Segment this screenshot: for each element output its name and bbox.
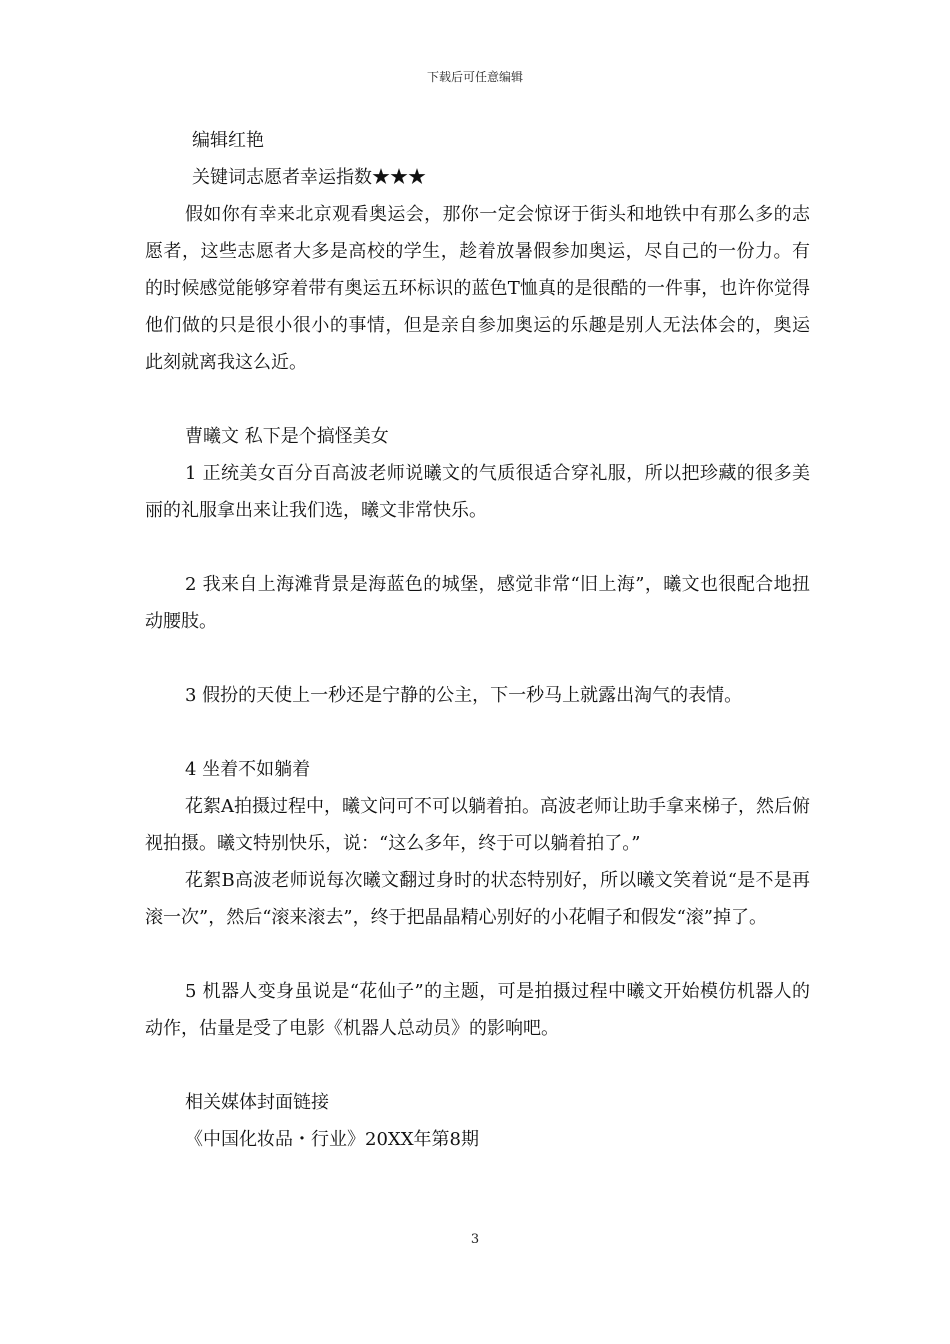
- item-5-paragraph: 5 机器人变身虽说是“花仙子”的主题，可是拍摄过程中曦文开始模仿机器人的动作，估量是受了电影《机器人总动员》的影响吧。: [145, 981, 810, 1039]
- related-item: 《中国化妆品・行业》20XX年第8期: [185, 1129, 479, 1150]
- item-2-paragraph: 2 我来自上海滩背景是海蓝色的城堡，感觉非常“旧上海”，曦文也很配合地扭动腰肢。: [145, 574, 810, 632]
- spacer: [145, 381, 810, 418]
- spacer: [145, 1047, 810, 1084]
- spacer: [145, 640, 810, 677]
- page-number: 3: [470, 1232, 480, 1247]
- editor-line: 编辑红艳: [192, 130, 264, 151]
- page-header: 下载后可任意编辑: [426, 70, 523, 84]
- keywords-line: 关键词志愿者幸运指数★★★: [192, 167, 426, 188]
- item-1-paragraph: 1 正统美女百分百高波老师说曦文的气质很适合穿礼服，所以把珍藏的很多美丽的礼服拿出来让我们选，曦文非常快乐。: [145, 463, 810, 521]
- intro-paragraph: 假如你有幸来北京观看奥运会，那你一定会惊讶于街头和地铁中有那么多的志愿者，这些志愿者大多是高校的学生，趁着放暑假参加奥运，尽自己的一份力。有的时候感觉能够穿着带有奥运五环标识的蓝色T恤真的是很酷的一件事，也许你觉得他们做的只是很小很小的事情，但是亲自参加奥运的乐趣是别人无法体会的，奥运此刻就离我这么近。: [145, 204, 810, 373]
- item-3-paragraph: 3 假扮的天使上一秒还是宁静的公主，下一秒马上就露出淘气的表情。: [185, 685, 743, 706]
- article-body: [145, 122, 810, 1158]
- spacer: [145, 529, 810, 566]
- spacer: [145, 936, 810, 973]
- section-title: 曹曦文 私下是个搞怪美女: [185, 426, 389, 447]
- item-4-b-paragraph: 花絮B高波老师说每次曦文翻过身时的状态特别好，所以曦文笑着说“是不是再滚一次”，然后“滚来滚去”，终于把晶晶精心别好的小花帽子和假发“滚”掉了。: [145, 870, 810, 928]
- spacer: [145, 714, 810, 751]
- item-4-a-paragraph: 花絮A拍摄过程中，曦文问可不可以躺着拍。高波老师让助手拿来梯子，然后俯视拍摄。曦文特别快乐，说：“这么多年，终于可以躺着拍了。”: [145, 796, 810, 854]
- related-title: 相关媒体封面链接: [185, 1092, 329, 1113]
- item-4-title: 4 坐着不如躺着: [185, 759, 311, 780]
